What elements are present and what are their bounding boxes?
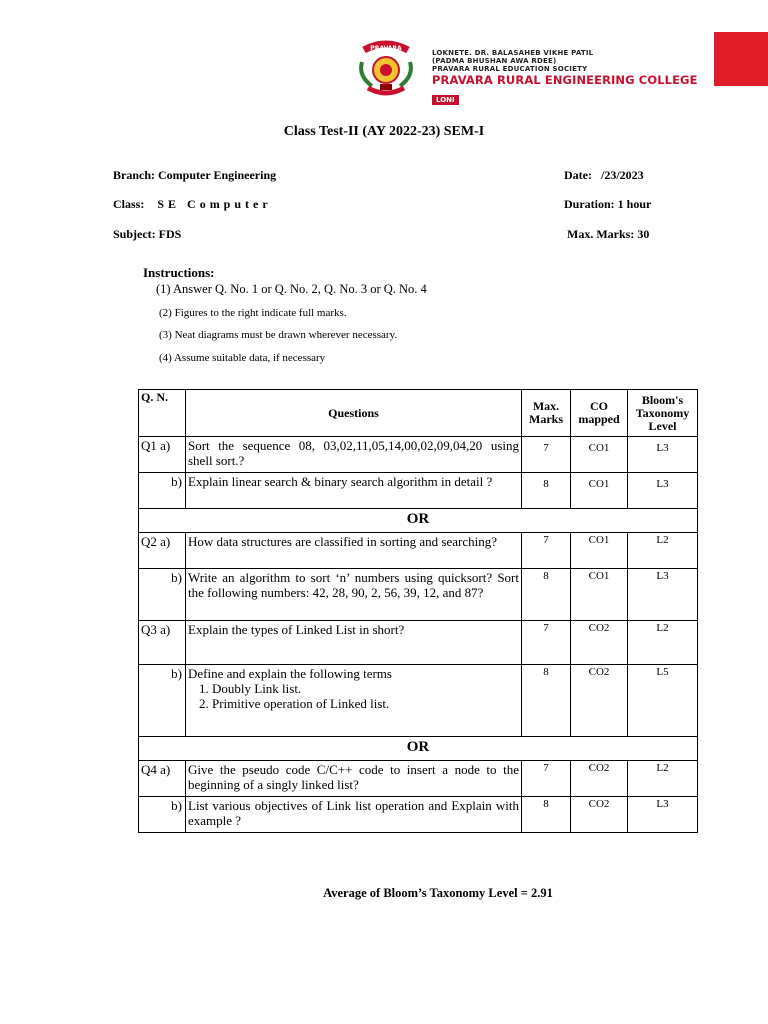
question-number: b) (139, 569, 186, 621)
bloom-level-cell: L3 (628, 569, 698, 621)
question-number: Q2 a) (139, 533, 186, 569)
table-row (139, 761, 698, 797)
max-marks-cell: 8 (522, 569, 571, 621)
or-divider: OR (139, 737, 698, 761)
max-marks-cell: 8 (522, 665, 571, 737)
question-number: b) (139, 665, 186, 737)
question-text: How data structures are classified in sorting and searching? (186, 533, 522, 569)
co-cell: CO1 (571, 569, 628, 621)
table-row (139, 665, 698, 737)
question-text-cell (186, 665, 522, 737)
class-value: SE Computer (157, 197, 272, 211)
average-bloom-level: Average of Bloom’s Taxonomy Level = 2.91 (323, 886, 553, 900)
instruction-item: (4) Assume suitable data, if necessary (159, 352, 326, 364)
max-marks-cell: 7 (522, 437, 571, 473)
question-text: Explain the types of Linked List in short? (186, 621, 522, 665)
or-divider: OR (139, 509, 698, 533)
date-label: Date: /23/2023 (564, 168, 644, 182)
table-row (139, 437, 698, 473)
duration-label: Duration: 1 hour (564, 197, 652, 211)
class-label: Class: (113, 197, 145, 211)
sub-item: 1. Doubly Link list. (212, 681, 519, 696)
table-row (139, 797, 698, 833)
class-label-row (113, 197, 272, 212)
question-table (138, 389, 698, 833)
header-max-marks: Max. Marks (522, 390, 571, 437)
question-text: Write an algorithm to sort ‘n’ numbers using quicksort? Sort the following numbers: 42, 28, 90, 2, 56, 39, 12, and 87? (186, 569, 522, 621)
header-accent-bar (714, 32, 768, 86)
sub-item: 2. Primitive operation of Linked list. (212, 696, 519, 711)
header-line-1: LOKNETE. DR. BALASAHEB VIKHE PATIL (432, 49, 594, 57)
max-marks-cell: 8 (522, 797, 571, 833)
header-line-3: PRAVARA RURAL EDUCATION SOCIETY (432, 65, 588, 73)
question-text: Explain linear search & binary search algorithm in detail ? (186, 473, 522, 509)
header-line-2: (PADMA BHUSHAN AWA RDEE) (432, 57, 557, 65)
branch-label: Branch: Computer Engineering (113, 168, 277, 182)
co-cell: CO2 (571, 761, 628, 797)
header-blooms-level: Bloom's Taxonomy Level (628, 390, 698, 437)
max-marks-cell: 8 (522, 473, 571, 509)
co-cell: CO1 (571, 473, 628, 509)
bloom-level-cell: L2 (628, 761, 698, 797)
page-title: Class Test-II (AY 2022-23) SEM-I (283, 124, 485, 139)
table-row (139, 533, 698, 569)
max-marks-label: Max. Marks: 30 (567, 227, 650, 241)
instructions-title: Instructions: (143, 265, 215, 280)
co-cell: CO2 (571, 797, 628, 833)
college-name: PRAVARA RURAL ENGINEERING COLLEGE (432, 73, 698, 87)
question-number: b) (139, 797, 186, 833)
subject-label: Subject: FDS (113, 227, 182, 241)
co-cell: CO2 (571, 665, 628, 737)
question-number: Q4 a) (139, 761, 186, 797)
max-marks-cell: 7 (522, 621, 571, 665)
header-qn: Q. N. (139, 390, 186, 437)
question-number: b) (139, 473, 186, 509)
logo-text: PRAVARA (370, 45, 402, 52)
table-row (139, 569, 698, 621)
co-cell: CO1 (571, 533, 628, 569)
table-row (139, 621, 698, 665)
instruction-item: (1) Answer Q. No. 1 or Q. No. 2, Q. No. 3 or Q. No. 4 (156, 282, 427, 296)
co-cell: CO1 (571, 437, 628, 473)
bloom-level-cell: L2 (628, 533, 698, 569)
question-number: Q3 a) (139, 621, 186, 665)
bloom-level-cell: L2 (628, 621, 698, 665)
question-text: Give the pseudo code C/C++ code to insert a node to the beginning of a singly linked list? (186, 761, 522, 797)
table-row (139, 473, 698, 509)
sub-item-list (188, 681, 519, 711)
max-marks-cell: 7 (522, 533, 571, 569)
co-cell: CO2 (571, 621, 628, 665)
bloom-level-cell: L3 (628, 437, 698, 473)
question-text: List various objectives of Link list operation and Explain with example ? (186, 797, 522, 833)
question-text: Sort the sequence 08, 03,02,11,05,14,00,02,09,04,20 using shell sort.? (186, 437, 522, 473)
table-header-row (139, 390, 698, 437)
bloom-level-cell: L3 (628, 797, 698, 833)
college-text-block (432, 49, 698, 106)
question-text: Define and explain the following terms (188, 666, 392, 681)
max-marks-cell: 7 (522, 761, 571, 797)
college-header (350, 40, 740, 110)
instruction-item: (2) Figures to the right indicate full marks. (159, 307, 347, 319)
bloom-level-cell: L5 (628, 665, 698, 737)
question-number: Q1 a) (139, 437, 186, 473)
bloom-level-cell: L3 (628, 473, 698, 509)
header-questions: Questions (186, 390, 522, 437)
or-row (139, 737, 698, 761)
or-row (139, 509, 698, 533)
location-badge: LONI (432, 95, 459, 105)
instruction-item: (3) Neat diagrams must be drawn wherever necessary. (159, 329, 398, 341)
college-logo-icon (350, 40, 422, 104)
header-co-mapped: CO mapped (571, 390, 628, 437)
